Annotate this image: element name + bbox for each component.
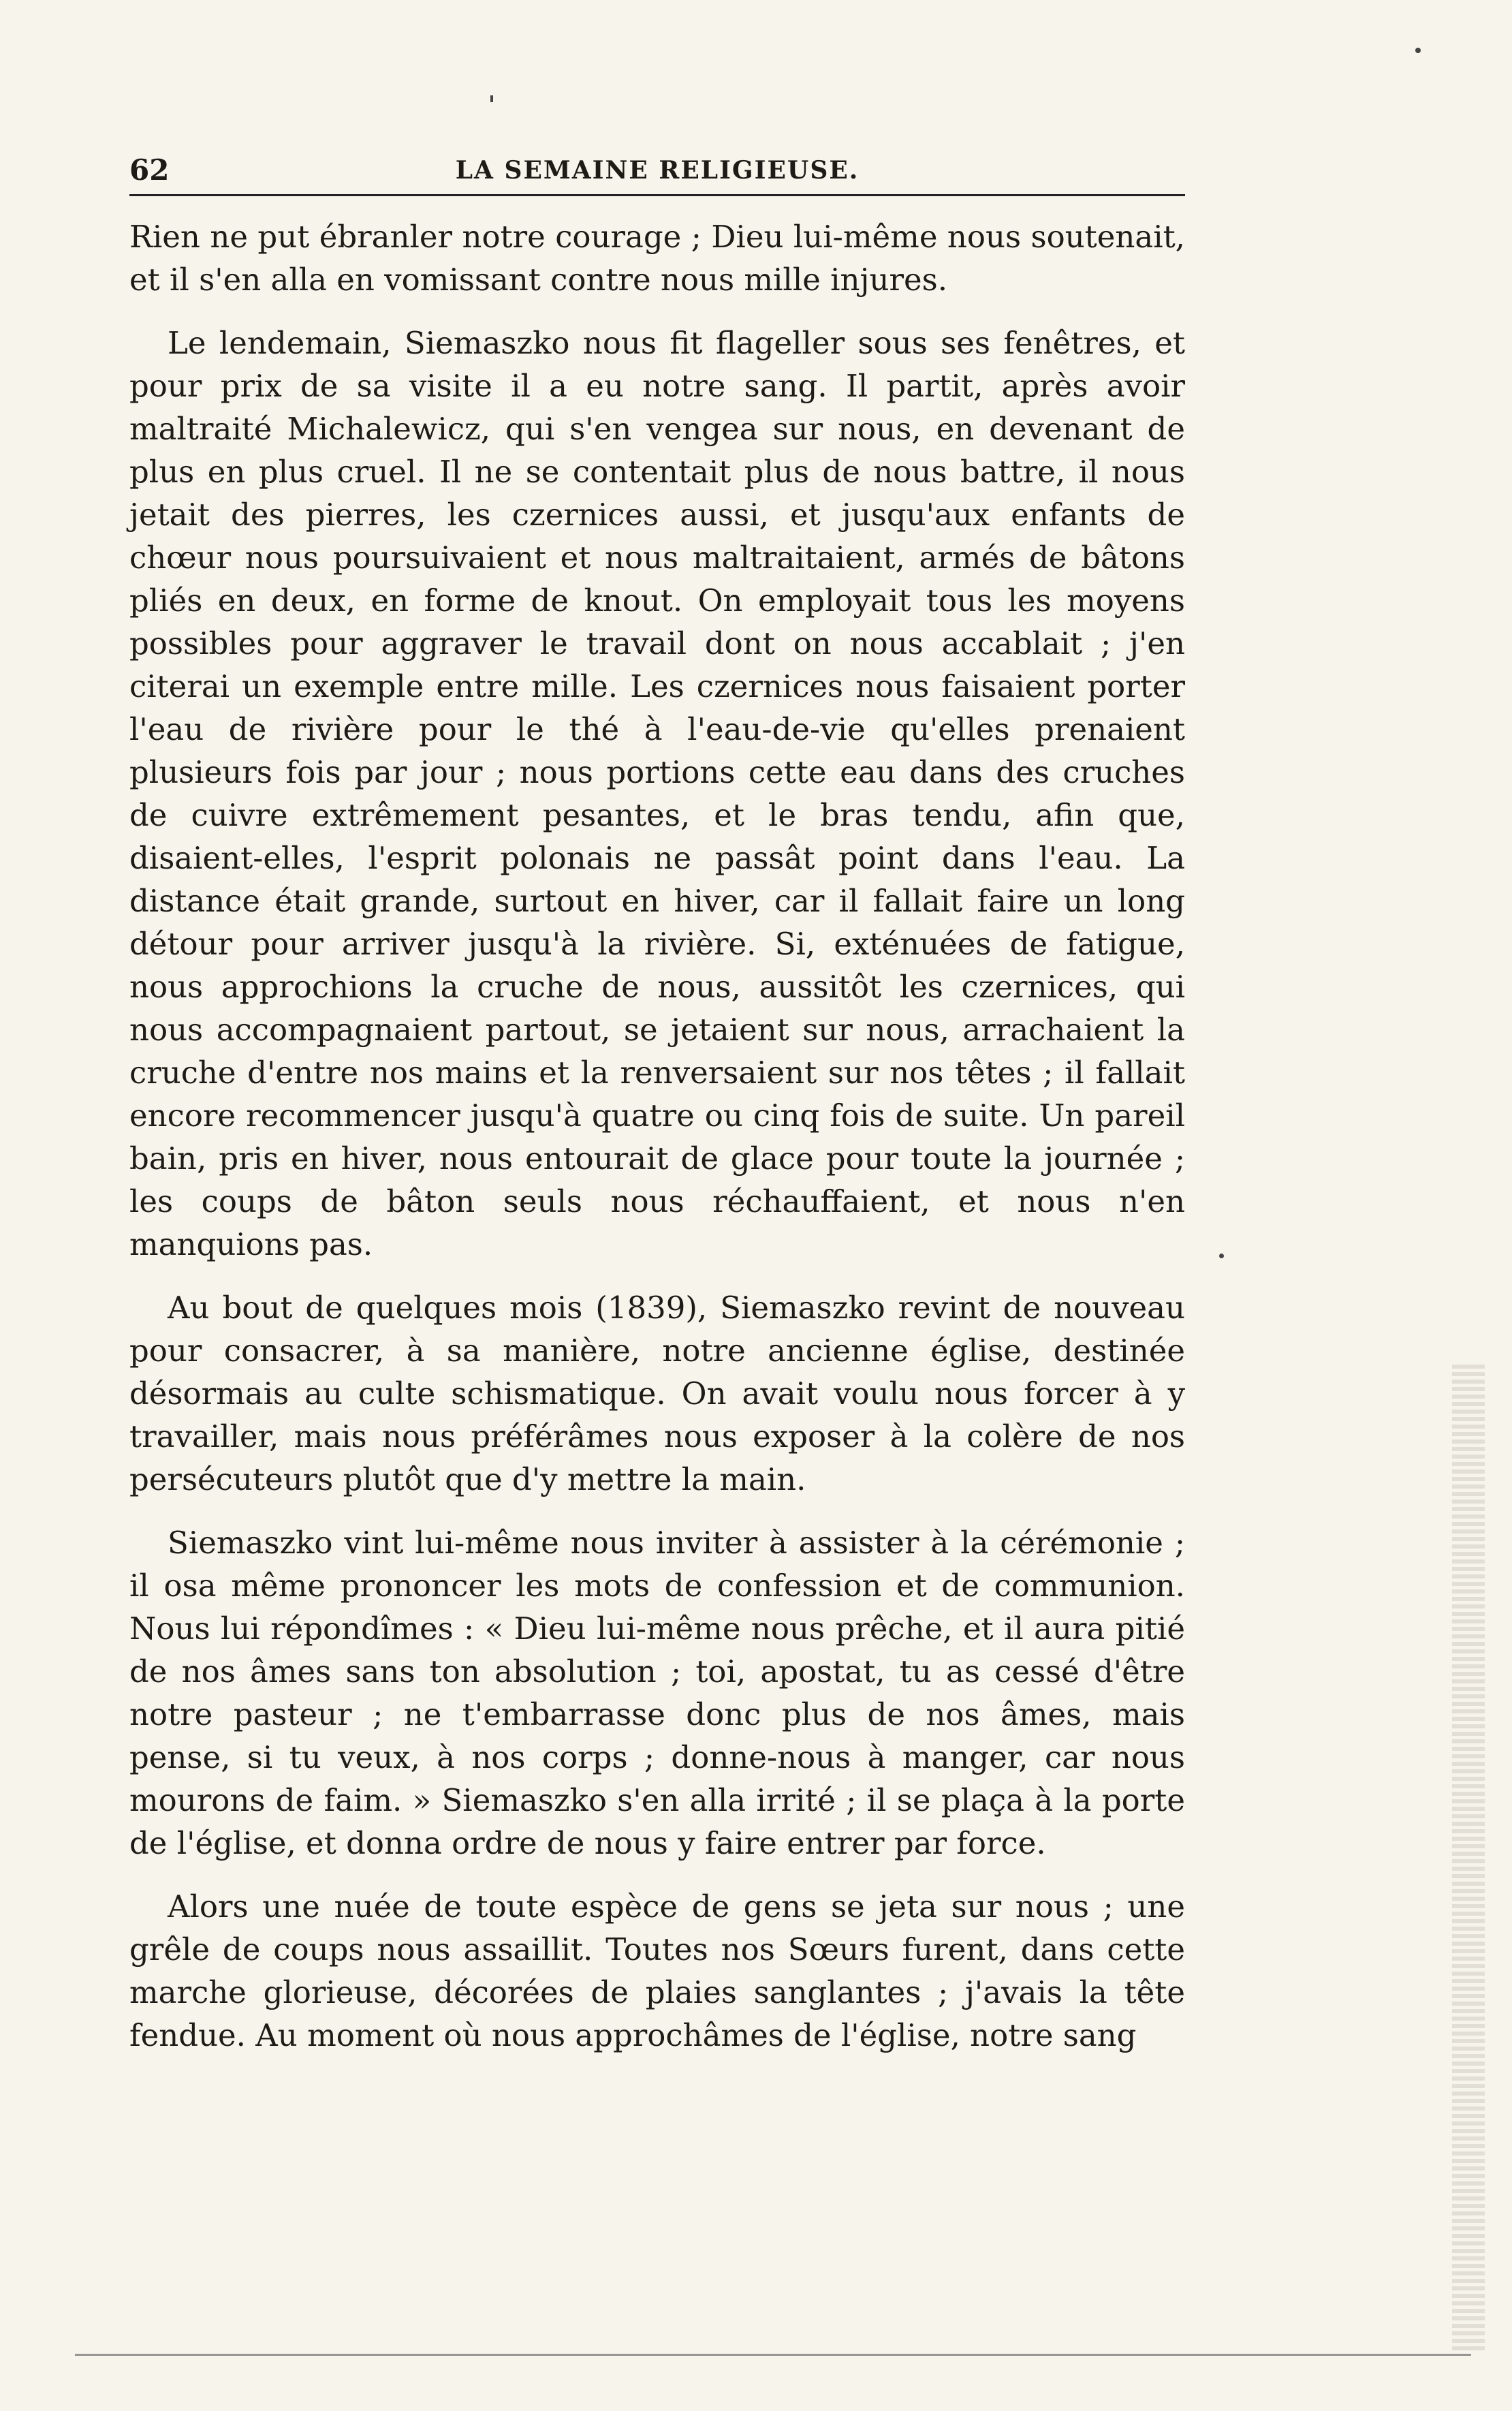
page-header <box>129 153 1185 196</box>
paragraph: Alors une nuée de toute espèce de gens se jeta sur nous ; une grêle de coups nous assaillit. Toutes nos Sœurs furent, dans cette marche glorieuse, décorées de plaies sanglantes ; j'avais la tête fendue. Au moment où nous approchâmes de l'église, notre sang <box>129 1888 1185 2053</box>
book-page <box>129 153 1185 2077</box>
paragraph: Rien ne put ébranler notre courage ; Dieu lui-même nous soutenait, et il s'en alla en vomissant contre nous mille injures. <box>129 219 1185 298</box>
scan-speck <box>490 95 493 102</box>
scan-bottom-edge <box>75 2354 1471 2356</box>
paragraph: Le lendemain, Siemaszko nous fit flageller sous ses fenêtres, et pour prix de sa visite il a eu notre sang. Il partit, après avoir maltraité Michalewicz, qui s'en vengea sur nous, en devenant de plus en plus cruel. Il ne se contentait plus de nous battre, il nous jetait des pierres, les czernices aussi, et jusqu'aux enfants de chœur nous poursuivaient et nous maltraitaient, armés de bâtons pliés en deux, en forme de knout. On employait tous les moyens possibles pour aggraver le travail dont on nous accablait ; j'en citerai un exemple entre mille. Les czernices nous faisaient porter l'eau de rivière pour le thé à l'eau-de-vie qu'elles prenaient plusieurs fois par jour ; nous portions cette eau dans des cruches de cuivre extrêmement pesantes, et le bras tendu, afin que, disaient-elles, l'esprit polonais ne passât point dans l'eau. La distance était grande, surtout en hiver, car il fallait faire un long détour pour arriver jusqu'à la rivière. Si, exténuées de fatigue, nous approchions la cruche de nous, aussitôt les czernices, qui nous accompagnaient partout, se jetaient sur nous, arrachaient la cruche d'entre nos mains et la renversaient sur nos têtes ; il fallait encore recommencer jusqu'à quatre ou cinq fois de suite. Un pareil bain, pris en hiver, nous entourait de glace pour toute la journée ; les coups de bâton seuls nous réchauffaient, et nous n'en manquions pas. <box>129 325 1185 1262</box>
paragraph: Au bout de quelques mois (1839), Siemaszko revint de nouveau pour consacrer, à sa manière, notre ancienne église, destinée désormais au culte schismatique. On avait voulu nous forcer à y travailler, mais nous préférâmes nous exposer à la colère de nos persécuteurs plutôt que d'y mettre la main. <box>129 1290 1185 1497</box>
page-number: 62 <box>129 153 170 187</box>
paragraph: Siemaszko vint lui-même nous inviter à assister à la cérémonie ; il osa même prononcer les mots de confession et de communion. Nous lui répondîmes : « Dieu lui-même nous prêche, et il aura pitié de nos âmes sans ton absolution ; toi, apostat, tu as cessé d'être notre pasteur ; ne t'embarrasse donc plus de nos âmes, mais pense, si tu veux, à nos corps ; donne-nous à manger, car nous mourons de faim. » Siemaszko s'en alla irrité ; il se plaça à la porte de l'église, et donna ordre de nous y faire entrer par force. <box>129 1525 1185 1861</box>
scan-gutter-noise <box>1452 1363 1485 2350</box>
body-text <box>129 215 1185 2057</box>
scan-speck <box>1219 1254 1224 1258</box>
running-title: LA SEMAINE RELIGIEUSE. <box>455 156 860 185</box>
scan-speck <box>1415 48 1421 53</box>
